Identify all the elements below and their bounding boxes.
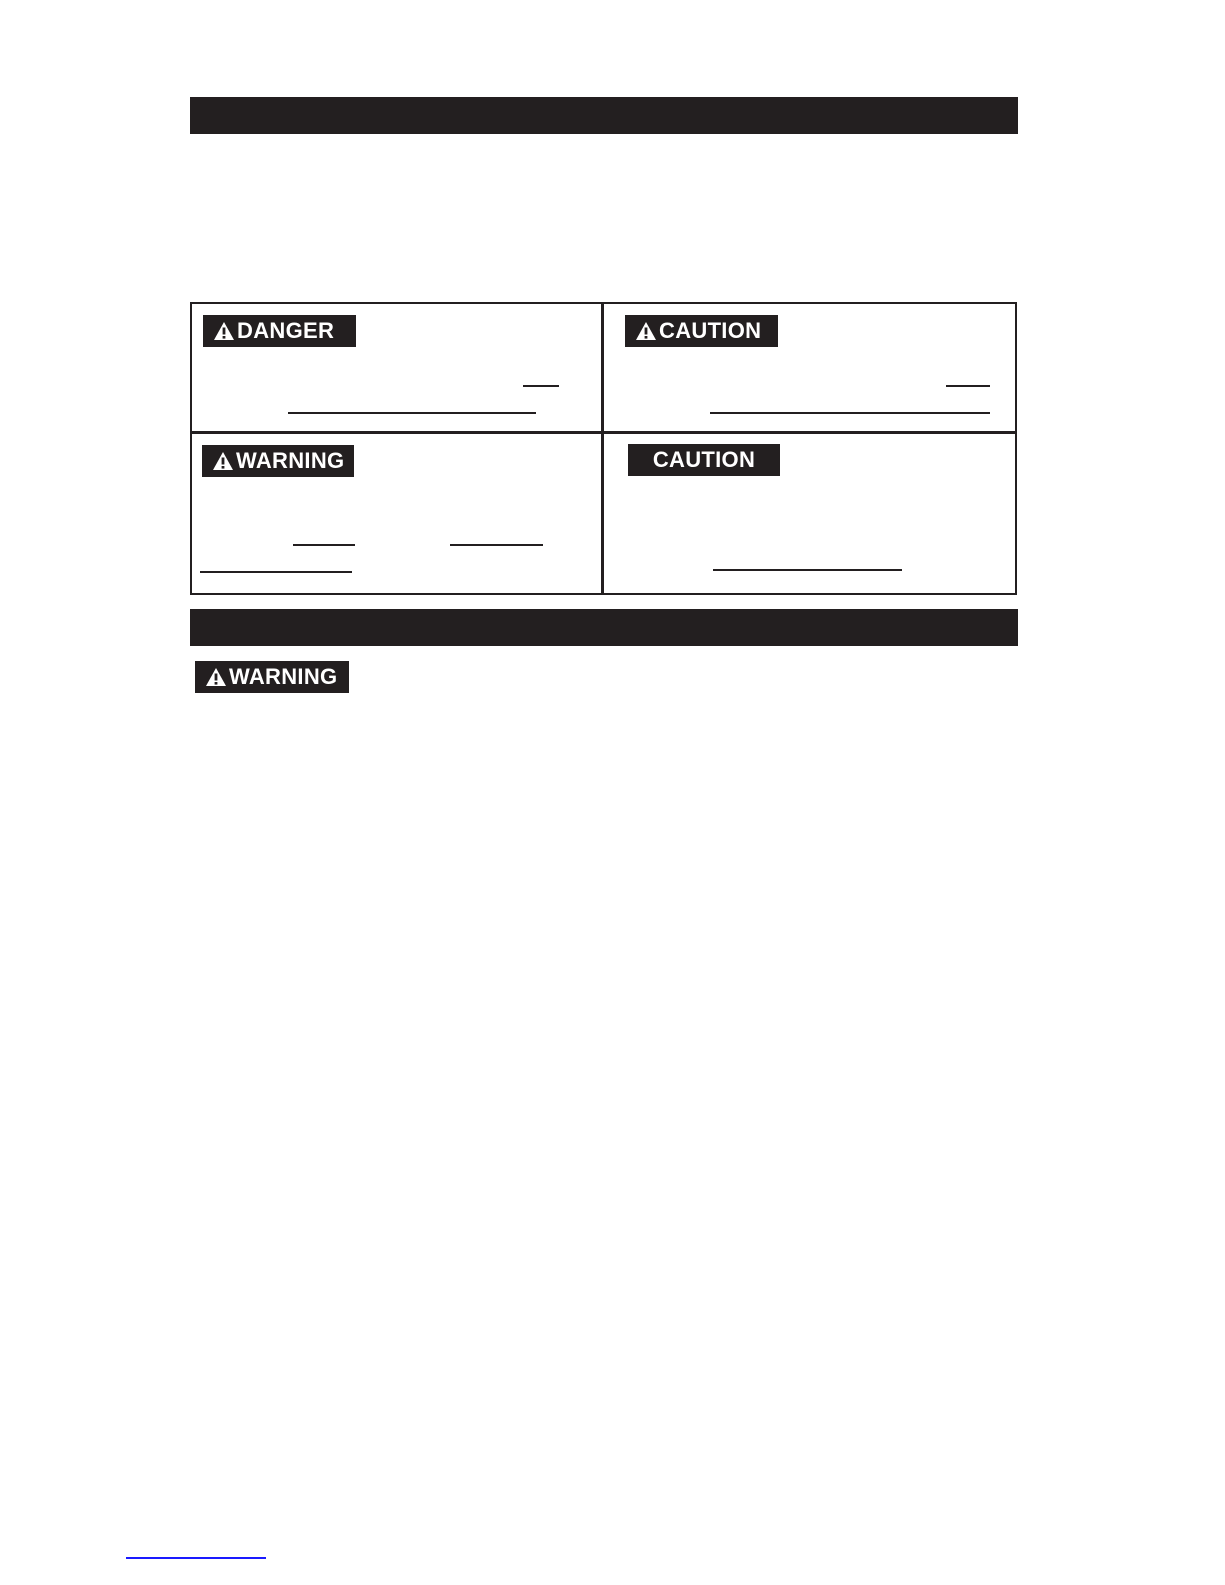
text-underline xyxy=(946,385,990,387)
caution-plain-signal-label xyxy=(628,444,780,476)
section-header-bar xyxy=(190,609,1018,646)
table-divider-horizontal xyxy=(190,431,1017,434)
text-underline xyxy=(200,571,352,573)
section-warning-signal-label xyxy=(195,661,349,693)
alert-triangle-icon xyxy=(212,451,234,471)
danger-signal-label xyxy=(203,315,356,347)
warning-signal-label xyxy=(202,445,354,477)
section-header-bar xyxy=(190,97,1018,134)
text-underline xyxy=(710,412,990,414)
footer-link-underline[interactable] xyxy=(126,1557,266,1559)
alert-triangle-icon xyxy=(205,667,227,687)
caution-alert-signal-label xyxy=(625,315,778,347)
warning-signal-text: WARNING xyxy=(236,448,345,473)
text-underline xyxy=(293,544,355,546)
text-underline xyxy=(288,412,536,414)
text-underline xyxy=(450,544,543,546)
text-underline xyxy=(523,385,559,387)
caution-plain-signal-text: CAUTION xyxy=(652,447,756,472)
alert-triangle-icon xyxy=(213,321,235,341)
danger-signal-text: DANGER xyxy=(237,318,335,343)
text-underline xyxy=(713,569,902,571)
section-warning-signal-text: WARNING xyxy=(229,664,338,689)
caution-alert-signal-text: CAUTION xyxy=(659,318,762,343)
alert-triangle-icon xyxy=(635,321,657,341)
table-divider-vertical xyxy=(601,304,604,594)
